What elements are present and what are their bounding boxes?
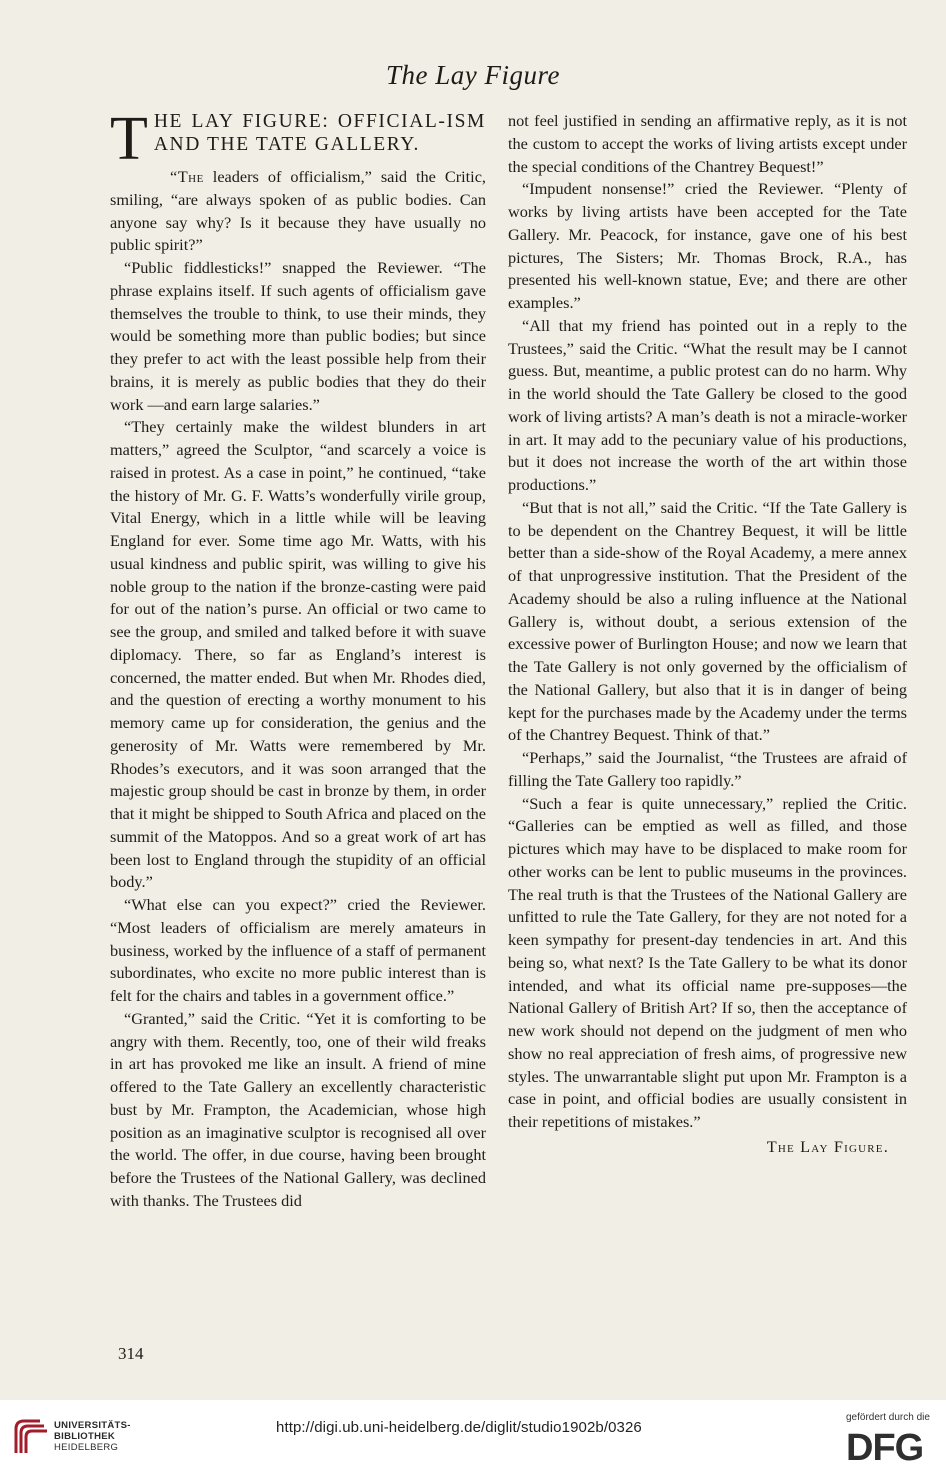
library-name-line: UNIVERSITÄTS-: [54, 1420, 131, 1431]
running-title: The Lay Figure: [386, 60, 560, 90]
paragraph: not feel justified in sending an affirmative reply, as it is not the custom to accept the works of living artists except under the special conditions of the Chantrey Bequest!”: [508, 111, 907, 176]
footer-bar: [0, 1400, 946, 1473]
paragraph: “All that my friend has pointed out in a reply to the Trustees,” said the Critic. “What the result may be I cannot guess. But, meantime, a public protest can do no harm. Why in the world should the Tate Gallery be closed to the good work of living artists? A man’s death is not a miracle-worker in art. It may add to the pecuniary value of his productions, but it does not increase the worth of the art within those productions.”: [508, 315, 907, 494]
paragraph: “Granted,” said the Critic. “Yet it is comforting to be angry with them. Recently, too, one of their wild freaks in art has provoked me like an insult. A friend of mine offered to the Tate Gallery an excellently characteristic bust by Mr. Frampton, the Academician, whose high position as an imaginative sculptor is recognised all over the world. The offer, in due course, having been brought before the Trustees of the National Gallery, was declined with thanks. The Trustees did: [110, 1008, 486, 1210]
library-name-line: HEIDELBERG: [54, 1442, 119, 1453]
right-column: [508, 110, 907, 1159]
paragraph-text: leaders of officialism,” said the Critic, smiling, “are always spoken of as public bodies. Can anyone say why? Is it because they have usually no public spirit?”: [110, 167, 486, 255]
paragraph: “Impudent nonsense!” cried the Reviewer. “Plenty of works by living artists have been accepted for the Tate Gallery. Mr. Peacock, for instance, gave one of his best pictures, The Sisters; Mr. Thomas Brock, R.A., has presented his well-known statue, Eve; and there are other examples.”: [508, 179, 907, 312]
paragraph: “Perhaps,” said the Journalist, “the Trustees are afraid of filling the Tate Gallery too rapidly.”: [508, 748, 907, 790]
paragraph: “But that is not all,” said the Critic. “If the Tate Gallery is to be dependent on the Chantrey Bequest, it will be little better than a side-show of the Royal Academy, a mere annex of that unprogressive institution. That the President of the Academy should be also a ruling influence at the National Gallery is, without doubt, a serious extension of the excessive power of Burlington House; and now we learn that the Tate Gallery is not only governed by the officialism of the National Gallery, but also that it is in danger of being kept for the purchases made by the Academy under the terms of the Chantrey Bequest. Think of that.”: [508, 497, 907, 745]
permalink-url[interactable]: http://digi.ub.uni-heidelberg.de/diglit/studio1902b/0326: [276, 1419, 642, 1436]
library-name: [54, 1420, 131, 1453]
paragraph: [110, 166, 486, 257]
article-headline: [110, 105, 486, 173]
page-number: 314: [118, 1344, 144, 1363]
funded-by-label: gefördert durch die: [846, 1412, 930, 1423]
headline-text: HE LAY FIGURE: OFFICIAL-ISM AND THE TATE GALLERY.: [153, 111, 486, 155]
library-logo-icon: [10, 1417, 50, 1457]
signature: The Lay Figure.: [766, 1136, 889, 1156]
library-name-line: BIBLIOTHEK: [54, 1431, 116, 1442]
paragraph: “They certainly make the wildest blunders in art matters,” agreed the Sculptor, “and scarcely a voice is raised in protest. As a case in point,” he continued, “take the history of Mr. G. F. Watts’s wonderfully virile group, Vital Energy, which in a little while will be leaving England for ever. Some time ago Mr. Watts, with his usual kindness and public spirit, was willing to give his noble group to the nation if the bronze-casting were paid for out of the nation’s purse. An official or two came to see the group, and smiled and talked before it with suave diplomacy. There, so far as England’s interest is concerned, the matter ended. But when Mr. Rhodes died, and the question of erecting a worthy monument to his memory came up for consideration, the genius and the generosity of Mr. Watts were remembered by Mr. Rhodes’s executors, and it was soon arranged that the majestic group should be cast in bronze by them, in order that it might be shipped to South Africa and placed on the summit of the Matoppos. And so a great work of art has been lost to England through the stupidity of an official body.”: [110, 417, 486, 892]
dfg-logo: DFG: [846, 1427, 924, 1469]
left-column: [110, 105, 486, 1213]
opening-smallcaps: “The: [170, 167, 204, 186]
paragraph: “What else can you expect?” cried the Reviewer. “Most leaders of officialism are merely amateurs in business, worked by the influence of a staff of permanent subordinates, who excite no more public interest than is felt for the chairs and tables in a government office.”: [110, 895, 486, 1005]
paragraph: “Public fiddlesticks!” snapped the Reviewer. “The phrase explains itself. If such agents of officialism gave themselves the trouble to think, to use their minds, they would be something more than public bodies; but since they prefer to act with the least possible help from their brains, it is merely as public bodies that they do their work —and earn large salaries.”: [110, 258, 486, 414]
paragraph: “Such a fear is quite unnecessary,” replied the Critic. “Galleries can be emptied as well as filled, and those pictures which may have to be displaced to make room for other works can be lent to public museums in the provinces. The real truth is that the Trustees of the National Gallery are unfitted to rule the Tate Gallery, for they are not noted for a keen sympathy for present-day tendencies in art. And this being so, what next? Is the Tate Gallery to be what its donor intended, and what its official name pre-supposes—the National Gallery of British Art? If so, then the acceptance of new work should not depend on the judgment of men who show no real appreciation of fresh aims, of progressive new styles. The unwarrantable slight put upon Mr. Frampton is a case in point, and official bodies are usually consistent in their repetitions of mistakes.”: [508, 793, 907, 1131]
drop-cap: T: [110, 105, 148, 173]
